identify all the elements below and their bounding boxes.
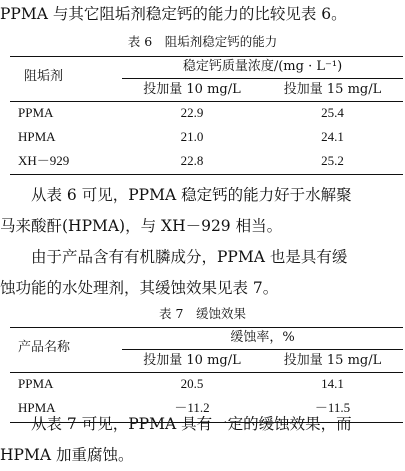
paragraph-3-line-1: 由于产品含有有机膦成分，PPMA 也是具有缓 [0, 248, 348, 266]
table7-header-rule [10, 372, 403, 373]
table7-row-name: PPMA [18, 376, 54, 391]
table6-group-rule [122, 78, 403, 79]
table7-cell: －11.5 [314, 400, 351, 415]
table7-group-rule [122, 349, 403, 350]
table6-col-header-agent: 阻垢剂 [24, 69, 64, 84]
paragraph-3 [0, 242, 405, 304]
table7-cell: －11.2 [174, 400, 210, 415]
paragraph-4 [0, 409, 405, 471]
table6-top-rule [10, 56, 403, 57]
table7-sub-header-15: 投加量 15 mg/L [283, 353, 382, 368]
table6-cell: 21.0 [180, 129, 204, 144]
table6-row-name: PPMA [18, 105, 54, 120]
table6-bottom-rule [10, 174, 403, 175]
table7-cell: 14.1 [321, 376, 344, 391]
table6-cell: 22.8 [180, 153, 204, 168]
table7-top-rule [10, 327, 403, 328]
table6-cell: 22.9 [180, 105, 204, 120]
paragraph-2-line-2: 马来酸酐(HPMA)，与 XH－929 相当。 [0, 217, 283, 235]
intro-text: PPMA 与其它阻垢剂稳定钙的能力的比较见表 6。 [0, 5, 347, 23]
paragraph-3-line-2: 蚀功能的水处理剂，其缓蚀效果见表 7。 [0, 279, 279, 297]
table6-row-name: XH－929 [18, 153, 70, 168]
table6-sub-header-10: 投加量 10 mg/L [143, 82, 241, 97]
table7-group-header: 缓蚀率，% [230, 330, 295, 345]
table7-sub-header-10: 投加量 10 mg/L [143, 353, 241, 368]
table6-cell: 25.2 [321, 153, 344, 168]
table6-cell: 25.4 [321, 105, 344, 120]
table6-caption: 表 6 阻垢剂稳定钙的能力 [127, 34, 278, 49]
table7-cell: 20.5 [180, 376, 204, 391]
table6-row-name: HPMA [18, 129, 56, 144]
table7-col-header-product: 产品名称 [18, 340, 71, 355]
table7-caption: 表 7 缓蚀效果 [159, 306, 246, 321]
table7-row-name: HPMA [18, 400, 56, 415]
paragraph-4-line-2: HPMA 加重腐蚀。 [0, 446, 134, 464]
table6-group-header: 稳定钙质量浓度/(mg · L⁻¹) [182, 59, 343, 74]
table6 [10, 56, 403, 176]
table6-sub-header-15: 投加量 15 mg/L [283, 82, 382, 97]
table6-cell: 24.1 [321, 129, 344, 144]
paragraph-2-line-1: 从表 6 可见，PPMA 稳定钙的能力好于水解聚 [0, 186, 352, 204]
table6-header-rule [10, 101, 403, 102]
paragraph-4-line-1: 从表 7 可见，PPMA 具有一定的缓蚀效果，而 [0, 415, 352, 433]
paragraph-2 [0, 180, 405, 242]
